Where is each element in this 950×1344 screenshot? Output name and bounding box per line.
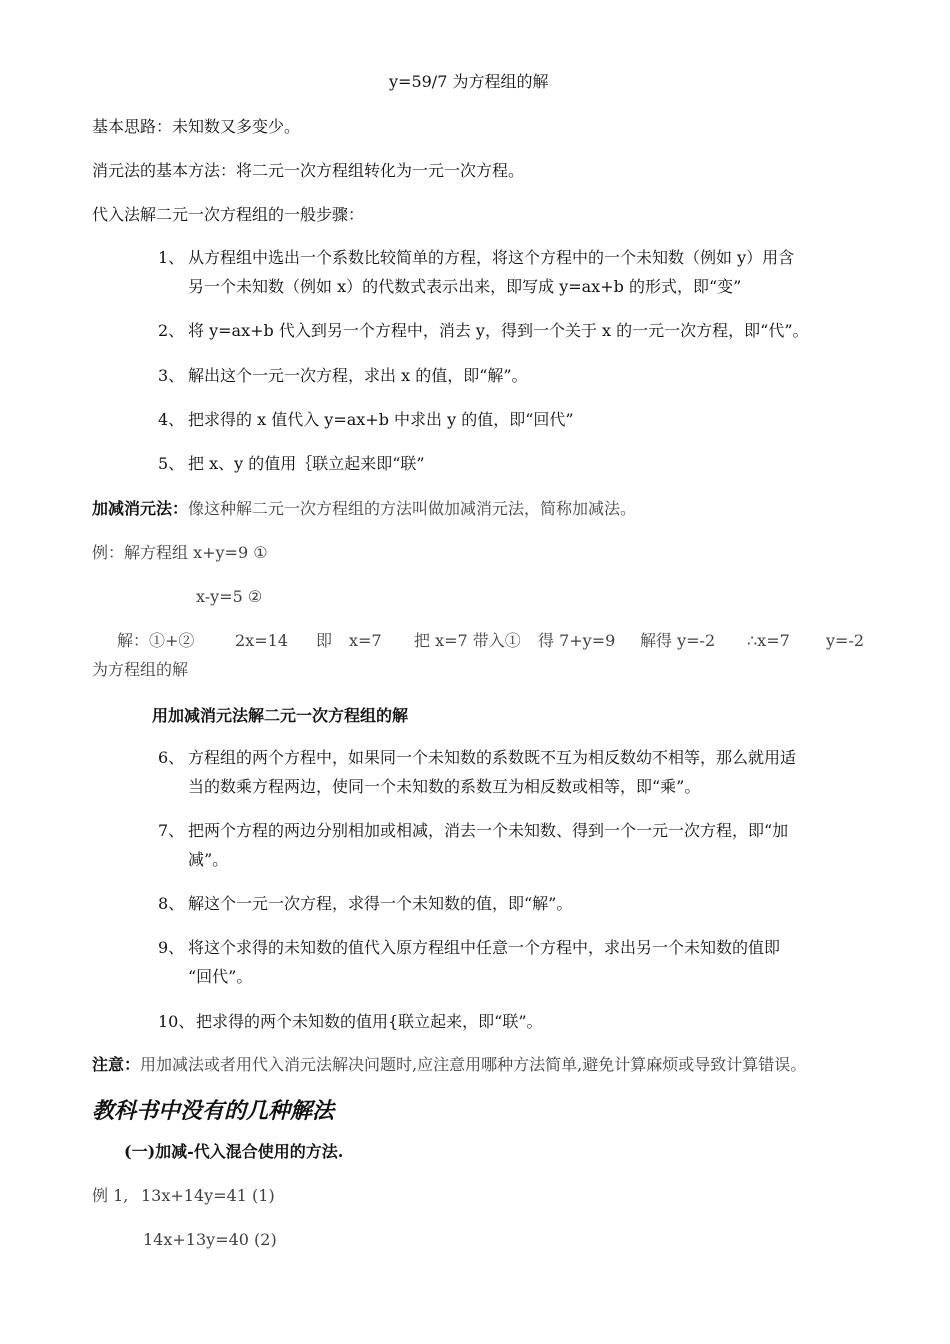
step-text: 把 x、y 的值用｛联立起来即“联” — [188, 454, 425, 473]
step-number: 5、 — [158, 454, 185, 473]
substitution-title: 代入法解二元一次方程组的一般步骤： — [92, 205, 365, 224]
example1-label: 例 1, — [92, 1186, 129, 1205]
basic-idea: 基本思路：未知数又多变少。 — [92, 117, 301, 136]
previous-solution-line: y=59/7 为方程组的解 — [389, 72, 549, 91]
step-number: 2、 — [158, 321, 185, 340]
solution-part: 即 — [316, 631, 333, 650]
step-text: 将这个求得的未知数的值代入原方程组中任意一个方程中，求出另一个未知数的值即 — [188, 938, 781, 957]
step-number: 4、 — [158, 410, 185, 429]
step-number: 8、 — [158, 894, 185, 913]
step-text: 把求得的两个未知数的值用{联立起来，即“联”。 — [196, 1012, 543, 1031]
example1-equation-1: 13x+14y=41 (1) — [141, 1186, 275, 1205]
solution-part: 把 x=7 带入① — [414, 631, 521, 650]
solution-part: ∴x=7 — [747, 631, 790, 650]
add-sub-text: 像这种解二元一次方程组的方法叫做加减消元法，简称加减法。 — [188, 499, 637, 518]
step-text: 从方程组中选出一个系数比较简单的方程，将这个方程中的一个未知数（例如 y）用含 — [188, 248, 795, 267]
step-text: 减”。 — [188, 850, 229, 869]
section-heading: 教科书中没有的几种解法 — [92, 1098, 335, 1124]
step-number: 6、 — [158, 748, 185, 767]
step-number: 7、 — [158, 821, 185, 840]
example-solution-line — [0, 631, 950, 651]
solution-part: 解得 y=-2 — [640, 631, 716, 650]
step-text: 把两个方程的两边分别相加或相减，消去一个未知数、得到一个一元一次方程，即“加 — [188, 821, 789, 840]
solution-part: x=7 — [349, 631, 382, 650]
example1-equation-2: 14x+13y=40 (2) — [143, 1230, 277, 1249]
solution-part: 2x=14 — [235, 631, 288, 650]
solution-part: 解：①+② — [117, 631, 195, 650]
step-number: 9、 — [158, 938, 185, 957]
step-text: “回代”。 — [188, 967, 253, 986]
note-text: 用加减法或者用代入消元法解决问题时,应注意用哪种方法简单,避免计算麻烦或导致计算错误。 — [140, 1055, 807, 1074]
sub-heading: (一)加减-代入混合使用的方法. — [124, 1142, 344, 1161]
step-number: 10、 — [158, 1012, 195, 1031]
example-equation-2: x-y=5 ② — [196, 587, 263, 606]
example-conclusion: 为方程组的解 — [92, 660, 189, 679]
step-text: 另一个未知数（例如 x）的代数式表示出来，即写成 y=ax+b 的形式，即“变” — [188, 277, 742, 296]
step-text: 当的数乘方程两边，使同一个未知数的系数互为相反数或相等，即“乘”。 — [188, 777, 701, 796]
step-number: 1、 — [158, 248, 185, 267]
note-label: 注意： — [92, 1055, 141, 1074]
step-text: 解这个一元一次方程，求得一个未知数的值，即“解”。 — [188, 894, 573, 913]
step-text: 把求得的 x 值代入 y=ax+b 中求出 y 的值，即“回代” — [188, 410, 574, 429]
solution-part: 得 7+y=9 — [538, 631, 616, 650]
example-equation-1: 例：解方程组 x+y=9 ① — [92, 543, 268, 562]
elimination-basic-method: 消元法的基本方法：将二元一次方程组转化为一元一次方程。 — [92, 161, 525, 180]
step-number: 3、 — [158, 366, 185, 385]
step-text: 将 y=ax+b 代入到另一个方程中，消去 y，得到一个关于 x 的一元一次方程，即“代”。 — [188, 321, 809, 340]
solution-part: y=-2 — [826, 631, 865, 650]
add-sub-section-title: 用加减消元法解二元一次方程组的解 — [152, 706, 409, 725]
add-sub-label: 加减消元法： — [92, 499, 189, 518]
step-text: 解出这个一元一次方程，求出 x 的值，即“解”。 — [188, 366, 528, 385]
step-text: 方程组的两个方程中，如果同一个未知数的系数既不互为相反数幼不相等，那么就用适 — [188, 748, 797, 767]
note — [92, 1055, 806, 1075]
add-sub-definition — [92, 499, 636, 519]
